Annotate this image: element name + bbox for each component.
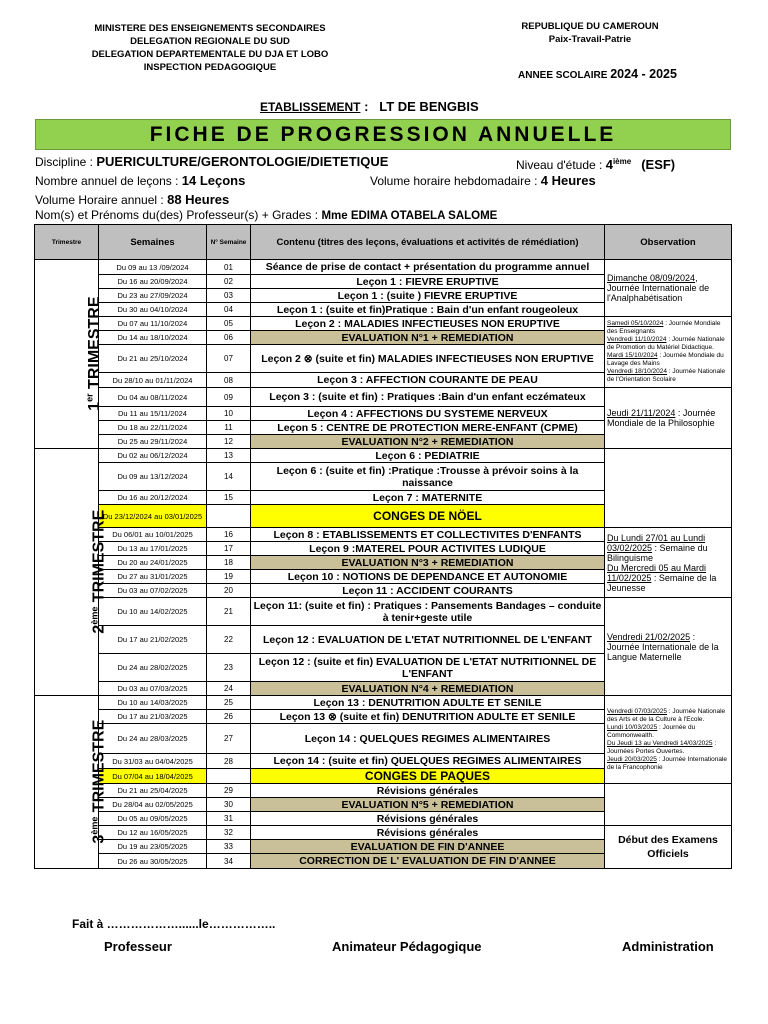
level-value: 4 [605,157,613,172]
week-dates: Du 16 au 20/09/2024 [99,275,207,289]
col-contenu: Contenu (titres des leçons, évaluations et activités de rémédiation) [251,225,605,260]
week-number: 16 [207,528,251,542]
week-dates: Du 09 au 13/12/2024 [99,463,207,491]
trimester-cell [35,696,108,869]
week-dates: Du 03 au 07/03/2025 [99,682,207,696]
progression-table [34,224,732,869]
table-row [35,784,732,798]
annual-hours-label: Volume Horaire annuel : [35,193,164,207]
lesson-content: Leçon 11 : ACCIDENT COURANTS [251,584,605,598]
observation-cell [605,528,732,598]
trimester-sup: er [84,393,95,403]
lesson-content: Leçon 14 : QUELQUES REGIMES ALIMENTAIRES [251,724,605,754]
lesson-content: Leçon 10 : NOTIONS DE DEPENDANCE ET AUTONOMIE [251,570,605,584]
week-dates: Du 07/04 au 18/04/2025 [99,769,207,784]
level-suffix: (ESF) [641,157,676,172]
observation-text: : Journée Nationale des Arts et de la Culture à l'Ecole. [607,707,726,723]
observation-date: Vendredi 07/03/2025 [607,707,667,715]
school-year-label: ANNEE SCOLAIRE [518,70,608,81]
lesson-content: Leçon 1 : (suite et fin)Pratique : Bain d'un enfant rougeoleux [251,303,605,317]
week-number: 21 [207,598,251,626]
lesson-content: Leçon 12 : (suite et fin) EVALUATION DE L'ETAT NUTRITIONNEL DE L'ENFANT [251,654,605,682]
week-dates: Du 24 au 28/03/2025 [99,724,207,754]
lesson-count [35,173,245,189]
lesson-content: Révisions générales [251,812,605,826]
observation-date: Du Mercredi 05 au Mardi 11/02/2025 [607,562,707,583]
table-row [35,388,732,407]
week-number: 08 [207,373,251,388]
lesson-content: Leçon 5 : CENTRE DE PROTECTION MERE-ENFANT (CPME) [251,421,605,435]
week-number: 06 [207,331,251,345]
lesson-content: Leçon 1 : FIEVRE ERUPTIVE [251,275,605,289]
week-number: 20 [207,584,251,598]
table-row [35,260,732,275]
trimester-number: 3 [90,835,108,844]
trimester-word: TRIMESTRE [90,720,108,813]
col-num-semaine: N° Semaine [207,225,251,260]
document-title: FICHE DE PROGRESSION ANNUELLE [35,119,731,150]
observation-text: , Journée Internationale de l'Analphabétisation [607,273,710,303]
lesson-content: EVALUATION DE FIN D'ANNEE [251,840,605,854]
observation-text: : Journée Nationale de l'Orientation Scolaire [607,368,726,383]
week-number [207,505,251,528]
week-dates: Du 10 au 14/02/2025 [99,598,207,626]
week-dates: Du 14 au 18/10/2024 [99,331,207,345]
week-number: 01 [207,260,251,275]
lesson-content: Révisions générales [251,826,605,840]
week-dates: Du 27 au 31/01/2025 [99,570,207,584]
col-semaines: Semaines [99,225,207,260]
motto: Paix-Travail-Patrie [548,34,632,45]
lesson-content: Leçon 12 : EVALUATION DE L'ETAT NUTRITIONNEL DE L'ENFANT [251,626,605,654]
col-observation: Observation [605,225,732,260]
trimester-label [89,720,108,844]
week-number: 07 [207,345,251,373]
col-trimestre: Trimestre [35,225,99,260]
week-number: 13 [207,449,251,463]
lesson-content: Séance de prise de contact + présentation du programme annuel [251,260,605,275]
week-number: 19 [207,570,251,584]
week-number: 22 [207,626,251,654]
week-dates: Du 06/01 au 10/01/2025 [99,528,207,542]
observation-text: : Journées Portes Ouvertes. [607,739,717,755]
level-label: Niveau d'étude : [516,158,603,172]
header-line: MINISTERE DES ENSEIGNEMENTS SECONDAIRES [94,23,326,34]
teacher [35,208,497,224]
lesson-content: Leçon 3 : AFFECTION COURANTE DE PEAU [251,373,605,388]
week-dates: Du 19 au 23/05/2025 [99,840,207,854]
trimester-number: 1 [85,402,103,412]
trimester-word: TRIMESTRE [90,510,108,603]
trimester-cell [35,449,108,696]
observation-date: Vendredi 21/02/2025 [607,631,691,642]
lesson-content: Leçon 11: (suite et fin) : Pratiques : Pansements Bandages – conduite à tenir+geste utile [251,598,605,626]
trimester-number: 2 [90,625,108,634]
lesson-content: CORRECTION DE L' EVALUATION DE FIN D'ANNEE [251,854,605,869]
week-dates: Du 11 au 15/11/2024 [99,407,207,421]
lesson-content: EVALUATION N°2 + REMEDIATION [251,435,605,449]
week-dates: Du 21 au 25/10/2024 [99,345,207,373]
lesson-content: EVALUATION N°5 + REMEDIATION [251,798,605,812]
lesson-content: Leçon 8 : ETABLISSEMENTS ET COLLECTIVITES D'ENFANTS [251,528,605,542]
week-dates: Du 30 au 04/10/2024 [99,303,207,317]
trimester-word: TRIMESTRE [85,296,103,390]
table-row [35,826,732,840]
establishment: ETABLISSEMENT : LT DE BENGBIS [260,99,479,114]
week-dates: Du 09 au 13 /09/2024 [99,260,207,275]
header-line: INSPECTION PEDAGOGIQUE [143,62,277,73]
observation-text: : Semaine du Bilinguisme [607,542,708,563]
week-number: 18 [207,556,251,570]
observation-date: Jeudi 20/03/2025 [607,755,657,763]
teacher-value: Mme EDIMA OTABELA SALOME [321,210,498,222]
signature-administration: Administration [622,939,714,954]
week-dates: Du 12 au 16/05/2025 [99,826,207,840]
week-dates: Du 28/10 au 01/11/2024 [99,373,207,388]
header-line: DELEGATION DEPARTEMENTALE DU DJA ET LOBO [91,49,329,60]
week-dates: Du 23/12/2024 au 03/01/2025 [99,505,207,528]
table-row [35,528,732,542]
lesson-content: EVALUATION N°1 + REMEDIATION [251,331,605,345]
table-row [35,449,732,463]
week-number: 14 [207,463,251,491]
week-dates: Du 16 au 20/12/2024 [99,491,207,505]
lesson-content: EVALUATION N°4 + REMEDIATION [251,682,605,696]
observation-date: Vendredi 11/10/2024 [607,336,667,343]
week-dates: Du 28/04 au 02/05/2025 [99,798,207,812]
lesson-content: Leçon 6 : PEDIATRIE [251,449,605,463]
annual-hours [35,192,229,208]
week-dates: Du 31/03 au 04/04/2025 [99,754,207,769]
week-number: 11 [207,421,251,435]
lesson-count-label: Nombre annuel de leçons : [35,174,179,188]
observation-date: Samedi 05/10/2024 [607,320,664,327]
week-number: 05 [207,317,251,331]
observation-date: Mardi 15/10/2024 [607,352,658,359]
observation-date: Vendredi 18/10/2024 [607,368,667,375]
lesson-content: Leçon 13 : DENUTRITION ADULTE ET SENILE [251,696,605,710]
weekly-hours [370,173,596,189]
observation-cell [605,784,732,826]
observation-text: : Journée Mondiale de la Philosophie [607,408,716,428]
week-dates: Du 13 au 17/01/2025 [99,542,207,556]
observation-date: Lundi 10/03/2025 [607,723,658,731]
observation-cell [605,260,732,317]
week-dates: Du 21 au 25/04/2025 [99,784,207,798]
school-year [518,67,677,81]
week-number: 17 [207,542,251,556]
discipline [35,154,388,170]
week-number: 23 [207,654,251,682]
lesson-content: EVALUATION N°3 + REMEDIATION [251,556,605,570]
lesson-content: Révisions générales [251,784,605,798]
lesson-content: Leçon 4 : AFFECTIONS DU SYSTEME NERVEUX [251,407,605,421]
trimester-label [89,510,108,634]
observation-text: : Journée Nationale de Promotion du Matériel Didactique. [607,336,725,351]
header-line: DELEGATION REGIONALE DU SUD [130,36,290,47]
observation-text: : Journée du Commonwealth. [607,723,696,739]
week-dates: Du 24 au 28/02/2025 [99,654,207,682]
observation-text: : Journée Internationale de la Langue Maternelle [607,631,719,662]
lesson-content: CONGES DE PAQUES [251,769,605,784]
week-number: 02 [207,275,251,289]
annual-hours-value: 88 Heures [167,192,230,207]
observation-date: Jeudi 21/11/2024 [607,408,676,418]
week-number: 31 [207,812,251,826]
lesson-content: CONGES DE NÖEL [251,505,605,528]
week-number: 04 [207,303,251,317]
observation-text: : Journée Mondiale des Enseignants [607,320,721,335]
observation-text: : Journée Internationale de la Francophonie [607,755,727,771]
week-dates: Du 26 au 30/05/2025 [99,854,207,869]
week-number: 30 [207,798,251,812]
week-number: 26 [207,710,251,724]
observation-cell [605,826,732,869]
observation-cell [605,317,732,388]
school-year-value: 2024 - 2025 [610,67,677,81]
discipline-value: PUERICULTURE/GERONTOLOGIE/DIETETIQUE [96,154,389,169]
signature-animateur: Animateur Pédagogique [332,939,482,954]
week-number: 03 [207,289,251,303]
table-row [35,696,732,710]
observation-text: Début des Examens Officiels [618,834,718,860]
weekly-hours-label: Volume horaire hebdomadaire : [370,174,538,188]
week-dates: Du 17 au 21/03/2025 [99,710,207,724]
lesson-content: Leçon 1 : (suite ) FIEVRE ERUPTIVE [251,289,605,303]
republic-header [470,20,710,46]
week-number: 24 [207,682,251,696]
week-number: 10 [207,407,251,421]
week-dates: Du 05 au 09/05/2025 [99,812,207,826]
observation-cell [605,388,732,449]
table-body [35,260,732,869]
level [516,154,675,173]
observation-text: : Semaine de la Jeunesse [607,572,717,593]
observation-date: Du Lundi 27/01 au Lundi 03/02/2025 [607,532,706,553]
lesson-count-value: 14 Leçons [181,173,246,188]
week-number: 28 [207,754,251,769]
observation-cell [605,598,732,696]
week-dates: Du 10 au 14/03/2025 [99,696,207,710]
republic-name: REPUBLIQUE DU CAMEROUN [521,21,659,32]
observation-date: Dimanche 08/09/2024 [607,273,696,283]
trimester-label [85,297,104,411]
lesson-content: Leçon 2 ⊗ (suite et fin) MALADIES INFECTIEUSES NON ERUPTIVE [251,345,605,373]
discipline-label: Discipline : [35,155,94,169]
week-number: 09 [207,388,251,407]
signature-place-date: Fait à ………………......le…………….. [72,917,276,931]
week-number: 34 [207,854,251,869]
observation-date: Du Jeudi 13 au Vendredi 14/03/2025 [607,739,713,747]
lesson-content: Leçon 9 :MATEREL POUR ACTIVITES LUDIQUE [251,542,605,556]
teacher-label: Nom(s) et Prénoms du(des) Professeur(s) + Grades : [35,208,319,222]
trimester-sup: ème [89,816,100,835]
week-dates: Du 18 au 22/11/2024 [99,421,207,435]
lesson-content: Leçon 6 : (suite et fin) :Pratique :Trousse à prévoir soins à la naissance [251,463,605,491]
week-dates: Du 17 au 21/02/2025 [99,626,207,654]
signature-professeur: Professeur [104,939,172,954]
table-header-row [35,225,732,260]
table-row [35,598,732,626]
week-dates: Du 04 au 08/11/2024 [99,388,207,407]
week-number: 29 [207,784,251,798]
week-dates: Du 25 au 29/11/2024 [99,435,207,449]
week-number [207,769,251,784]
week-number: 12 [207,435,251,449]
week-dates: Du 07 au 11/10/2024 [99,317,207,331]
establishment-label: ETABLISSEMENT [260,100,361,114]
week-dates: Du 23 au 27/09/2024 [99,289,207,303]
observation-text: : Journée Mondiale du Lavage des Mains [607,352,724,367]
lesson-content: Leçon 14 : (suite et fin) QUELQUES REGIMES ALIMENTAIRES [251,754,605,769]
lesson-content: Leçon 2 : MALADIES INFECTIEUSES NON ERUPTIVE [251,317,605,331]
establishment-value: LT DE BENGBIS [379,99,479,114]
lesson-content: Leçon 3 : (suite et fin) : Pratiques :Bain d'un enfant eczémateux [251,388,605,407]
week-dates: Du 20 au 24/01/2025 [99,556,207,570]
week-number: 32 [207,826,251,840]
week-number: 33 [207,840,251,854]
week-number: 15 [207,491,251,505]
weekly-hours-value: 4 Heures [540,173,596,188]
week-number: 27 [207,724,251,754]
observation-cell [605,449,732,528]
trimester-cell [35,260,103,449]
level-sup: ième [612,157,632,166]
lesson-content: Leçon 7 : MATERNITE [251,491,605,505]
table-row [35,317,732,331]
lesson-content: Leçon 13 ⊗ (suite et fin) DENUTRITION ADULTE ET SENILE [251,710,605,724]
week-dates: Du 02 au 06/12/2024 [99,449,207,463]
week-dates: Du 03 au 07/02/2025 [99,584,207,598]
observation-cell [605,696,732,784]
week-number: 25 [207,696,251,710]
ministry-header [40,22,380,74]
trimester-sup: ème [89,606,100,625]
